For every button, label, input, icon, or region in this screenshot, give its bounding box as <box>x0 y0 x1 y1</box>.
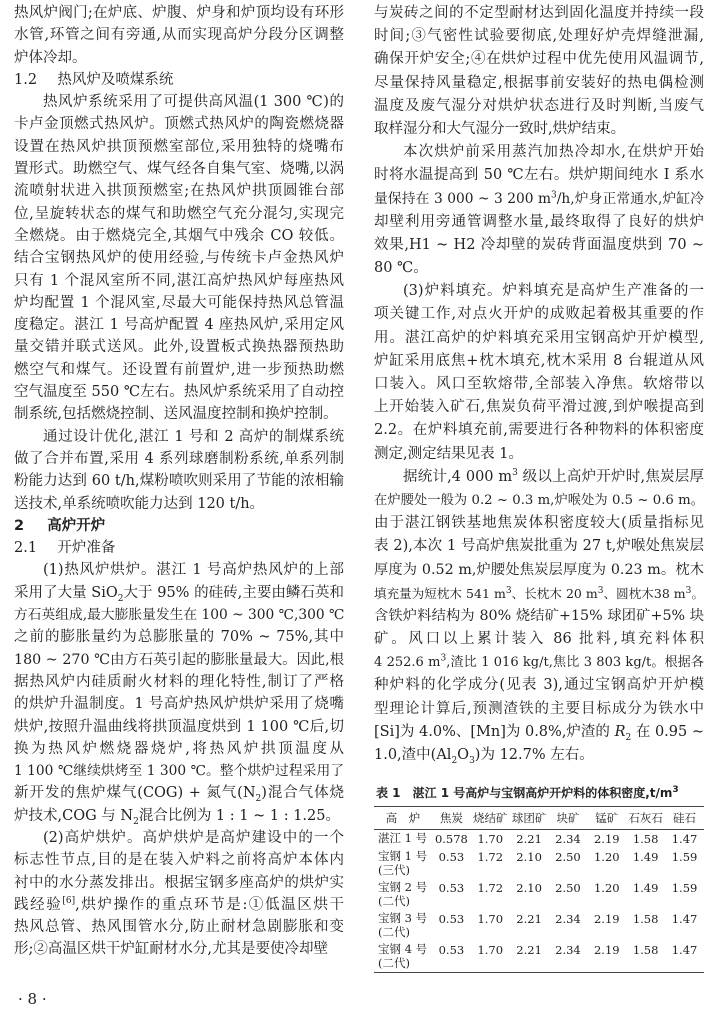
table-cell: 1.58 <box>632 912 659 926</box>
table-cell: 1.59 <box>671 881 698 895</box>
subscript: 2 <box>255 794 262 805</box>
table-cell: 1.59 <box>671 850 698 864</box>
table-cell: 1.47 <box>671 832 698 846</box>
supscript: 3 <box>505 585 512 596</box>
text-line <box>374 744 704 767</box>
text-line: 矿。风口以上累计装入 86 批料,填充料体积 <box>374 631 704 648</box>
text-line: 只有 1 个混风室所不同,湛江高炉热风炉每座热风 <box>14 272 344 289</box>
text-line: 热风总管、热风围管水分,防止耐材急剧膨胀和变 <box>14 919 344 936</box>
section-number: 2.1 <box>14 540 38 557</box>
supscript: 3 <box>685 585 692 596</box>
text-line: 烘炉,按照升温曲线将拱顶温度烘到 1 100 ℃后,切 <box>14 718 344 735</box>
density-table <box>374 806 704 973</box>
text-run: 级以上高炉开炉时,焦炭层厚 <box>517 468 704 485</box>
row-label: 宝钢 3 号(二代) <box>378 911 428 939</box>
text-line: 热风炉阀门;在炉底、炉腹、炉身和炉顶均设有环形 <box>14 5 344 21</box>
table-title: 湛江 1 号高炉与宝钢高炉开炉料的体积密度,t/m <box>412 786 673 800</box>
section-heading <box>14 515 344 537</box>
text-line: 上开始装入矿石,焦炭负荷平滑过渡,到炉喉提高到 <box>374 399 704 416</box>
section-number: 2 <box>14 517 25 534</box>
text-run: ,渣比 1 016 kg/t,焦比 3 803 kg/t。根据各 <box>446 655 704 671</box>
section-title: 高炉开炉 <box>47 517 106 534</box>
table-cell: 1.20 <box>593 850 620 864</box>
text-line: 度稳定。湛江 1 号高炉配置 4 座热风炉,采用定风 <box>14 317 344 334</box>
table-row <box>374 941 704 973</box>
column-header: 烧结矿 <box>473 811 508 825</box>
text-run: 在 0.95 ~ <box>631 723 704 740</box>
text-line: 换为热风炉燃烧器烧炉,将热风炉拱顶温度从 <box>14 740 344 757</box>
table-row <box>374 830 704 849</box>
text-line: 据热风炉内硅质耐火材料的理化特性,制订了严格 <box>14 673 344 690</box>
text-line: 设置在热风炉拱顶预燃室部位,采用独特的烧嘴布 <box>14 138 344 155</box>
text-line: 送技术,单系统喷吹能力达到 120 t/h。 <box>14 495 265 512</box>
table-cell: 1.72 <box>477 850 504 864</box>
text-line: 炉均配置 1 个混风室,尽最大可能保持热风总管温 <box>14 294 344 311</box>
text-line: 测定,测定结果见表 1。 <box>374 445 523 462</box>
supscript: 3 <box>597 585 604 596</box>
text-line <box>374 651 704 674</box>
text-run: 、长枕木 20 m <box>511 585 598 601</box>
table-caption <box>376 783 702 803</box>
text-line: 用。湛江高炉的炉料填充采用宝钢高炉开炉模型, <box>374 329 704 346</box>
text-line: 衬中的水分蒸发排出。根据宝钢多座高炉的烘炉实 <box>14 874 344 891</box>
section-title: 开炉准备 <box>57 540 116 557</box>
text-line: 热风炉系统采用了可提供高风温(1 300 ℃)的 <box>43 94 344 111</box>
supscript: [6] <box>62 896 76 907</box>
table-cell: 2.34 <box>555 943 581 957</box>
text-line: 位,呈旋转状态的煤气和助燃空气充分混匀,实现完 <box>14 205 344 222</box>
section-number: 1.2 <box>14 71 38 88</box>
table-cell: 2.21 <box>516 912 542 926</box>
text-line: 表 2),本次 1 号高炉焦炭批重为 27 t,炉喉处焦炭层 <box>374 538 704 555</box>
table-cell: 0.53 <box>438 912 465 926</box>
table-number: 表 1 <box>376 786 401 800</box>
table-cell: 2.10 <box>516 850 542 864</box>
supscript: 3 <box>440 653 447 664</box>
subscript: 2 <box>625 732 632 743</box>
text-line: 由于湛江钢铁基地焦炭体积密度较大(质量指标见 <box>374 515 704 532</box>
row-label: 宝钢 1 号(三代) <box>378 849 428 877</box>
text-line: 项关键工作,对点火开炉的成败起着极其重要的作 <box>374 306 704 323</box>
table-cell: 2.21 <box>516 943 542 957</box>
row-label: 宝钢 4 号(二代) <box>378 942 428 970</box>
table-cell: 2.19 <box>593 912 620 926</box>
table-cell: 1.49 <box>632 881 659 895</box>
subscript: 3 <box>469 755 475 766</box>
text-run: 量保持在 3 000 ~ 3 200 m <box>374 190 552 207</box>
table-title-sup: 3 <box>672 785 679 795</box>
text-line: 燃空气和煤气。还设置有前置炉,进一步预热助燃 <box>14 361 344 378</box>
text-line: 180 ~ 270 ℃由方石英引起的膨胀量最大。因此,根 <box>14 651 344 668</box>
right-column <box>374 2 704 767</box>
text-line: 标志性节点,目的是在装入炉料之前将高炉本体内 <box>14 852 344 869</box>
text-run: 炉技术,COG 与 N <box>14 807 134 824</box>
text-run: 4 252.6 m <box>374 655 441 671</box>
text-line: 2.2。在炉料填充前,需要进行各种物料的体积密度 <box>374 422 704 439</box>
text-run: 填充量为短枕木 541 m <box>374 585 506 601</box>
text-line: (1)热风炉烘炉。湛江 1 号高炉热风炉的上部 <box>43 562 344 579</box>
column-header: 硅石 <box>673 811 697 825</box>
table-row <box>374 910 704 941</box>
section-heading <box>14 69 344 91</box>
text-line: 流喷射状进入拱顶预燃室;在热风炉拱顶圆锥台部 <box>14 183 344 200</box>
text-run: 新开发的焦炉煤气(COG) + 氮气(N <box>14 785 256 802</box>
text-line: 水管,环管之间有旁通,从而实现高炉分段分区调整 <box>14 27 344 44</box>
text-line <box>374 582 704 605</box>
text-run: 1.0,渣中(Al <box>374 747 452 763</box>
text-line: 时将水温提高到 50 ℃左右。烘炉期间纯水 I 系水 <box>374 167 704 184</box>
text-line: 全燃烧。由于燃烧完全,其烟气中残余 CO 较低。 <box>14 227 344 244</box>
column-header: 球团矿 <box>511 811 547 825</box>
text-line: 的烘炉升温制度。1 号高炉热风炉烘炉采用了烧嘴 <box>14 696 344 713</box>
table-cell: 1.70 <box>477 912 504 926</box>
table-header-row <box>374 807 704 830</box>
text-line: 粉能力达到 60 t/h,煤粉喷吹则采用了节能的浓相输 <box>14 473 344 490</box>
table-cell: 1.47 <box>671 912 698 926</box>
text-line: 空气温度至 550 ℃左右。热风炉系统采用了自动控 <box>14 384 344 401</box>
text-line: 本次烘炉前采用蒸汽加热冷却水,在烘炉开始 <box>403 144 704 161</box>
subscript: 2 <box>133 816 139 827</box>
table-cell: 2.19 <box>593 943 620 957</box>
table-cell: 0.53 <box>438 881 465 895</box>
text-line <box>374 721 704 744</box>
text-line: 之前的膨胀量约为总膨胀量的 70% ~ 75%,其中 <box>14 629 344 646</box>
text-line: 形;②高温区烘干炉缸耐材水分,尤其是要使冷却壁 <box>14 941 328 958</box>
supscript: 3 <box>551 189 557 200</box>
table-cell: 1.20 <box>593 881 620 895</box>
text-line: 量交错并联式送风。此外,设置板式换热器预热助 <box>14 339 344 356</box>
text-line <box>374 466 704 489</box>
text-run: 采用了大量 SiO <box>14 584 118 601</box>
text-line: 厚度为 0.52 m,炉腰处焦炭层厚度为 0.23 m。枕木 <box>374 561 704 578</box>
table-cell: 1.49 <box>632 850 659 864</box>
table-cell: 2.10 <box>516 881 542 895</box>
table-cell: 2.34 <box>555 912 581 926</box>
text-line: 效果,H1 ~ H2 冷却壁的炭砖背面温度烘到 70 ~ <box>374 236 704 253</box>
text-line: 炉体冷却。 <box>14 49 87 66</box>
text-line: 通过设计优化,湛江 1 号和 2 高炉的制煤系统 <box>43 428 344 445</box>
text-line: 确保开炉安全;④在烘炉过程中优先使用风温调节, <box>374 51 704 68</box>
section-title: 热风炉及喷煤系统 <box>57 71 174 88</box>
text-line: 与炭砖之间的不定型耐材达到固化温度并持续一段 <box>374 5 704 21</box>
text-run: )混合气体烧 <box>261 785 344 802</box>
text-line <box>14 805 344 827</box>
table-cell: 2.21 <box>516 832 542 846</box>
column-header: 锰矿 <box>595 811 619 825</box>
text-run: 。 <box>691 585 704 601</box>
table-cell: 2.50 <box>555 850 581 864</box>
italic-symbol: R <box>614 723 626 740</box>
column-header: 石灰石 <box>628 811 663 825</box>
column-header: 高 炉 <box>385 811 421 825</box>
table-cell: 0.578 <box>434 832 468 846</box>
row-label: 宝钢 2 号(二代) <box>378 880 428 908</box>
text-line: 在炉腰处一般为 0.2 ~ 0.3 m,炉喉处为 0.5 ~ 0.6 m。 <box>374 492 704 508</box>
table-row <box>374 848 704 879</box>
column-header: 块矿 <box>556 811 580 825</box>
supscript: 3 <box>512 467 518 478</box>
text-line: 制系统,包括燃烧控制、送风温度控制和换炉控制。 <box>14 406 338 423</box>
column-header: 焦炭 <box>439 811 463 825</box>
table-cell: 1.70 <box>477 943 504 957</box>
text-line: (3)炉料填充。炉料填充是高炉生产准备的一 <box>403 283 704 300</box>
left-column <box>14 2 344 961</box>
text-line: 型理论计算后,预测渣铁的主要目标成分为铁水中 <box>374 700 704 717</box>
text-run: O <box>457 747 470 763</box>
text-run: /h,炉身正常通水,炉缸冷 <box>556 190 704 207</box>
text-line: 含铁炉料结构为 80% 烧结矿+15% 球团矿+5% 块 <box>374 607 704 624</box>
text-line <box>374 188 704 211</box>
text-line: 结合宝钢热风炉的使用经验,与传统卡卢金热风炉 <box>14 250 344 267</box>
table-cell: 1.70 <box>477 832 504 846</box>
table-1 <box>374 783 704 973</box>
section-heading <box>14 537 344 559</box>
text-run: 混合比例为 1 : 1 ~ 1 : 1.25。 <box>138 807 340 824</box>
text-line <box>14 582 344 604</box>
text-line <box>14 782 344 804</box>
text-line: 卡卢金顶燃式热风炉。顶燃式热风炉的陶瓷燃烧器 <box>14 116 344 133</box>
table-cell: 2.19 <box>593 832 620 846</box>
text-run: 大于 95% 的硅砖,主要由鳞石英和 <box>123 584 344 601</box>
text-line: 口装入。风口至软熔带,全部装入净焦。软熔带以 <box>374 376 704 392</box>
text-line: 方石英组成,最大膨胀量发生在 100 ~ 300 ℃,300 ℃ <box>14 607 345 624</box>
table-cell: 1.47 <box>671 943 698 957</box>
text-run: ,烘炉操作的重点环节是:①低温区烘干 <box>75 896 344 913</box>
text-line: 种炉料的化学成分(见表 3),通过宝钢高炉开炉模 <box>374 677 704 694</box>
page-number: · 8 · <box>18 990 47 1008</box>
text-line: 1 100 ℃继续烘烤至 1 300 ℃。整个烘炉过程采用了 <box>14 763 344 780</box>
text-line <box>14 894 344 916</box>
text-line: 80 ℃。 <box>374 260 428 277</box>
text-line: 温度及废气湿分对烘炉状态进行及时判断,当废气 <box>374 97 704 114</box>
table-cell: 2.34 <box>555 832 581 846</box>
subscript: 2 <box>451 755 458 766</box>
table-cell: 0.53 <box>438 850 465 864</box>
table-cell: 2.50 <box>555 881 581 895</box>
text-line: 置形式。助燃空气、煤气经各自集气室、烧嘴,以涡 <box>14 161 344 178</box>
table-cell: 1.72 <box>477 881 504 895</box>
text-run: 、圆枕木38 m <box>603 585 686 601</box>
text-run: [Si]为 4.0%、[Mn]为 0.8%,炉渣的 <box>374 723 615 740</box>
subscript: 2 <box>117 593 124 604</box>
text-run: 践经验 <box>14 896 63 913</box>
text-line: 时间;③气密性试验要彻底,处理好炉壳焊缝泄漏, <box>374 28 704 45</box>
text-run: 据统计,4 000 m <box>403 468 513 485</box>
table-cell: 1.58 <box>632 832 659 846</box>
text-line: (2)高炉烘炉。高炉烘炉是高炉建设中的一个 <box>43 829 344 846</box>
text-line: 尽量保持风量稳定,根据事前安装好的热电偶检测 <box>374 74 704 91</box>
text-line: 却壁利用旁通管调整水量,最终取得了良好的烘炉 <box>374 213 704 230</box>
table-cell: 0.53 <box>438 943 465 957</box>
table-cell: 1.58 <box>632 943 659 957</box>
text-line: 做了合并布置,采用 4 系列球磨制粉系统,单系列制 <box>14 450 344 467</box>
text-line: 取样湿分和大气湿分一致时,烘炉结束。 <box>374 120 626 137</box>
text-line: 炉缸采用底焦+枕木填充,枕木采用 8 台辊道从风 <box>374 352 704 369</box>
table-body <box>374 830 704 973</box>
table-row <box>374 879 704 910</box>
text-run: )为 12.7% 左右。 <box>474 747 594 763</box>
row-label: 湛江 1 号 <box>378 831 428 845</box>
